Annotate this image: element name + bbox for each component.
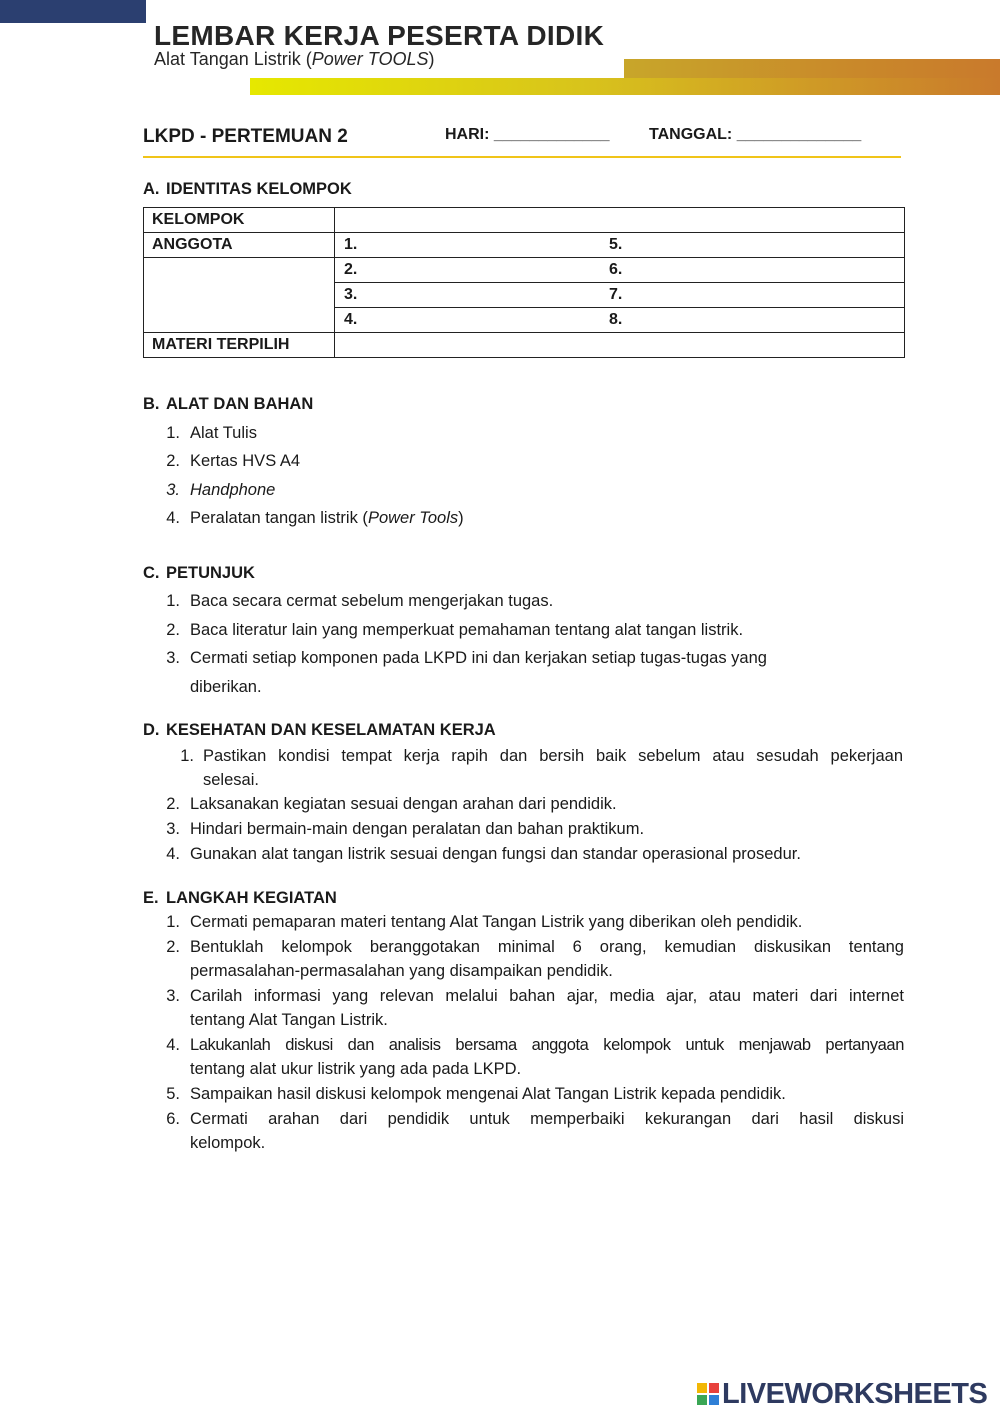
materi-input[interactable] [335,333,905,358]
list-item-continuation: selesai. [203,771,259,789]
list-item-continuation: diberikan. [190,678,262,696]
member-cell[interactable]: 3. 7. [335,283,905,308]
meeting-title: LKPD - PERTEMUAN 2 [143,126,348,147]
anggota-blank [144,258,335,333]
day-field: HARI: _____________ [445,126,610,143]
document-subtitle: Alat Tangan Listrik (Power TOOLS) [154,49,435,69]
section-c-heading: C. PETUNJUK [143,564,255,582]
section-b-heading: B. ALAT DAN BAHAN [143,395,314,413]
header-gradient-bar [250,78,1000,95]
member-cell[interactable]: 4. 8. [335,308,905,333]
liveworksheets-logo[interactable]: LIVEWORKSHEETS [697,1378,987,1411]
section-d-heading: D. KESEHATAN DAN KESELAMATAN KERJA [143,721,496,739]
header-navy-bar [0,0,146,23]
date-field: TANGGAL: ______________ [649,126,862,143]
list-item-continuation: kelompok. [190,1134,266,1152]
member-cell[interactable]: 2. 6. [335,258,905,283]
list-item-continuation: tentang alat ukur listrik yang ada pada LKPD. [190,1060,522,1078]
identity-table [143,207,905,358]
table-row [144,233,905,258]
table-row [144,208,905,233]
table-row [144,258,905,283]
document-title: LEMBAR KERJA PESERTA DIDIK [154,20,605,51]
kelompok-label: KELOMPOK [144,208,335,233]
list-item-continuation: tentang Alat Tangan Listrik. [190,1011,388,1029]
member-cell[interactable]: 1. 5. [335,233,905,258]
meta-row [143,124,901,158]
table-row [144,333,905,358]
liveworksheets-logo-icon [697,1383,719,1405]
list-item-continuation: permasalahan-permasalahan yang disampaikan pendidik. [190,962,613,980]
header-orange-bar [624,59,1000,79]
materi-label: MATERI TERPILIH [144,333,335,358]
section-e-heading: E. LANGKAH KEGIATAN [143,889,337,907]
anggota-label: ANGGOTA [144,233,335,258]
kelompok-input[interactable] [335,208,905,233]
section-a-heading: A. IDENTITAS KELOMPOK [143,180,352,198]
